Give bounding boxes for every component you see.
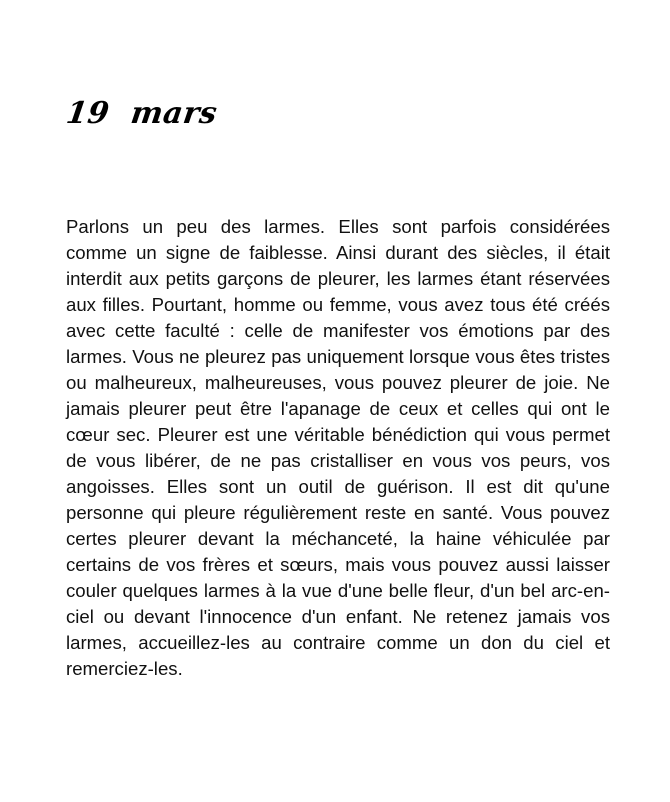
- body-paragraph: Parlons un peu des larmes. Elles sont parfois considérées comme un signe de faiblesse. Ainsi durant des siècles, il était interdit aux petits garçons de pleurer, les larmes étant réservées aux filles. Pourtant, homme ou femme, vous avez tous été créés avec cette faculté : celle de manifester vos émotions par des larmes. Vous ne pleurez pas uniquement lorsque vous êtes tristes ou malheureux, malheureuses, vous pouvez pleurer de joie. Ne jamais pleurer peut être l'apanage de ceux et celles qui ont le cœur sec. Pleurer est une véritable bénédiction qui vous permet de vous libérer, de ne pas cristalliser en vous vos peurs, vos angoisses. Elles sont un outil de guérison. Il est dit qu'une personne qui pleure régulièrement reste en santé. Vous pouvez certes pleurer devant la méchanceté, la haine véhiculée par certains de vos frères et sœurs, mais vous pouvez aussi laisser couler quelques larmes à la vue d'une belle fleur, d'un bel arc-en-ciel ou devant l'innocence d'un enfant. Ne retenez jamais vos larmes, accueillez-les au contraire comme un don du ciel et remerciez-les.: [66, 216, 610, 679]
- date-heading: 19 mars: [64, 96, 220, 131]
